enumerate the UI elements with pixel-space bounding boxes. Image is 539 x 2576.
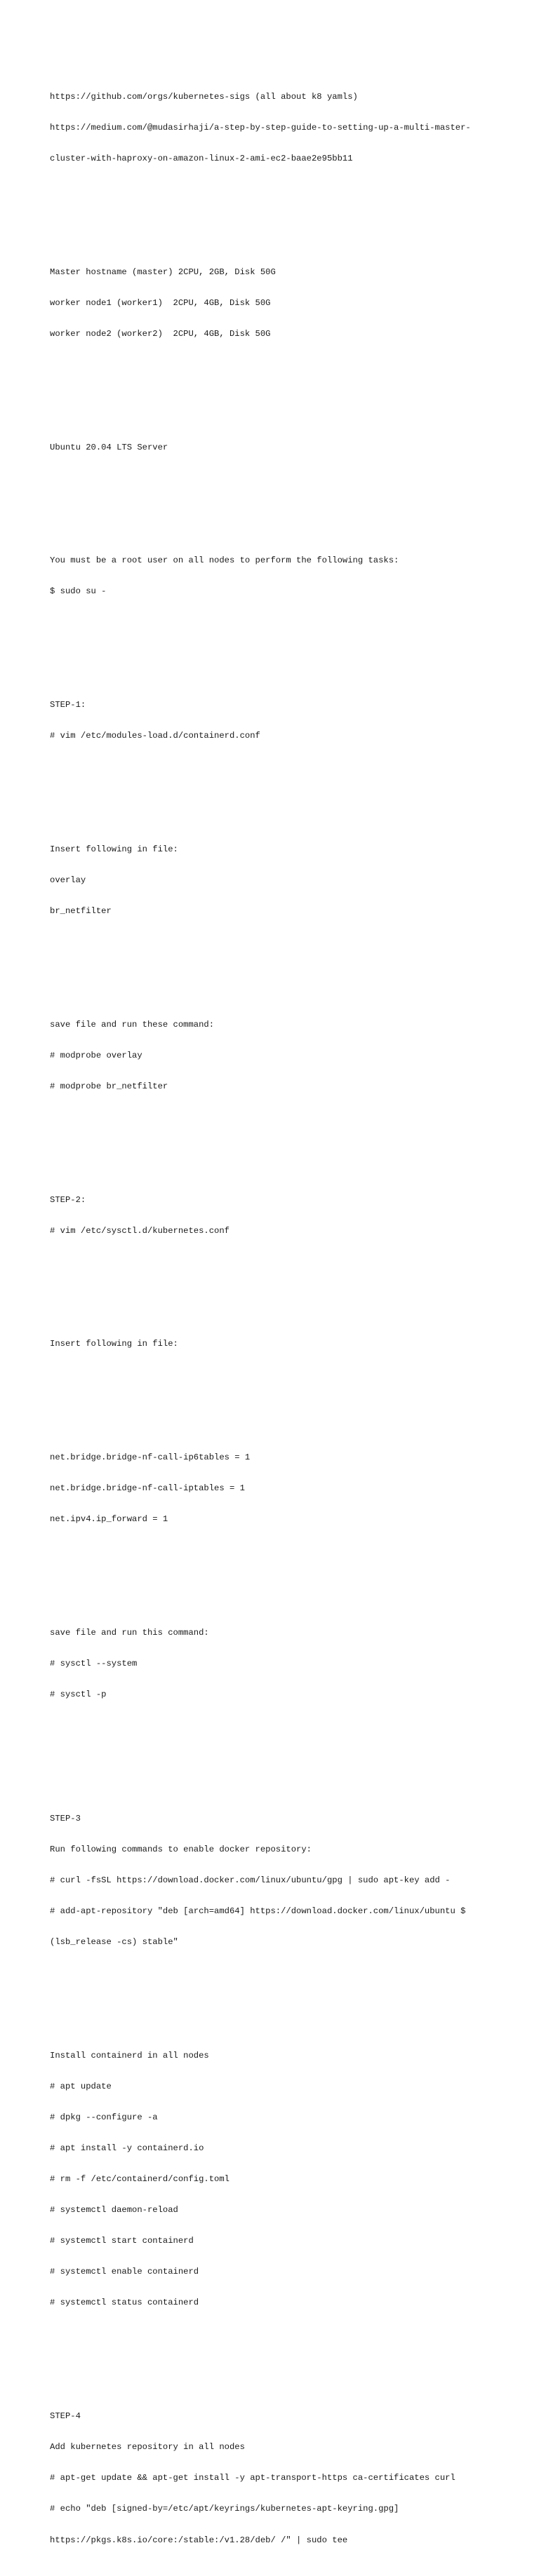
text-line: https://pkgs.k8s.io/core:/stable:/v1.28/deb/ /" | sudo tee [50,2535,348,2545]
blank-line [50,1391,513,1401]
blank-line [50,2349,513,2360]
text-line: # systemctl enable containerd [50,2267,199,2277]
document-body [50,50,513,2576]
blank-line [50,205,513,216]
block-sysctl-run [50,1607,513,1721]
text-line: # apt update [50,2081,112,2091]
block-step-4 [50,2391,513,2566]
text-line: br_netfilter [50,906,112,917]
block-hardware [50,246,513,360]
text-line: # apt-get update && apt-get install -y apt-transport-https ca-certificates curl [50,2473,455,2483]
text-line: You must be a root user on all nodes to perform the following tasks: [50,555,399,566]
step-heading: STEP-1: [50,700,86,710]
text-line: # sysctl -p [50,1690,107,1700]
text-line: # modprobe overlay [50,1050,142,1060]
text-line: Add kubernetes repository in all nodes [50,2442,245,2453]
block-insert-1 [50,823,513,937]
text-line: # sysctl --system [50,1659,138,1669]
text-line: # echo "deb [signed-by=/etc/apt/keyrings/kubernetes-apt-keyring.gpg] [50,2504,399,2514]
text-line: # systemctl daemon-reload [50,2205,178,2216]
block-containerd-install [50,2030,513,2328]
text-line: # dpkg --configure -a [50,2112,158,2122]
blank-line [50,1277,513,1288]
text-line: https://github.com/orgs/kubernetes-sigs (all about k8 yamls) [50,91,358,102]
text-line: Install containerd in all nodes [50,2050,209,2061]
step-heading: STEP-2: [50,1194,86,1205]
block-os [50,422,513,473]
text-line: net.bridge.bridge-nf-call-ip6tables = 1 [50,1452,251,1463]
text-line: # add-apt-repository "deb [arch=amd64] https://download.docker.com/linux/ubuntu $ [50,1906,466,1916]
text-line: # systemctl status containerd [50,2298,199,2308]
text-line: # modprobe br_netfilter [50,1081,168,1091]
text-line: worker node1 (worker1) 2CPU, 4GB, Disk 50G [50,297,271,308]
text-line: Insert following in file: [50,1339,178,1349]
block-sysctl-conf [50,1432,513,1546]
blank-line [50,1989,513,2000]
blank-line [50,1133,513,1143]
blank-line [50,783,513,793]
text-line: # systemctl start containerd [50,2236,194,2246]
block-links [50,71,513,184]
block-root-user [50,535,513,618]
text-line: cluster-with-haproxy-on-amazon-linux-2-ami-ec2-baae2e95bb11 [50,154,353,163]
text-line: $ sudo su - [50,586,107,597]
text-line: # vim /etc/modules-load.d/containerd.conf [50,731,260,741]
block-step-2 [50,1174,513,1257]
blank-line [50,380,513,391]
text-line: https://medium.com/@mudasirhaji/a-step-by-step-guide-to-setting-up-a-multi-master- [50,122,471,133]
block-step-1 [50,680,513,762]
text-line: (lsb_release -cs) stable" [50,1937,178,1948]
text-line: # vim /etc/sysctl.d/kubernetes.conf [50,1225,229,1236]
blank-line [50,1566,513,1577]
block-modprobe [50,999,513,1112]
step-heading: STEP-3 [50,1813,81,1823]
text-line: save file and run these command: [50,1019,215,1030]
text-line: Ubuntu 20.04 LTS Server [50,442,168,452]
step-heading: STEP-4 [50,2411,81,2422]
text-line: save file and run this command: [50,1628,209,1638]
blank-lines [50,1741,513,1762]
blank-line [50,958,513,969]
blank-line [50,494,513,504]
block-insert-2 [50,1319,513,1370]
text-line: worker node2 (worker2) 2CPU, 4GB, Disk 50G [50,328,271,339]
text-line: # rm -f /etc/containerd/config.toml [50,2174,229,2185]
text-line: # apt install -y containerd.io [50,2143,204,2154]
blank-line [50,638,513,649]
text-line: overlay [50,875,86,885]
text-line: net.bridge.bridge-nf-call-iptables = 1 [50,1483,245,1494]
text-line: Run following commands to enable docker repository: [50,1844,312,1854]
text-line: Insert following in file: [50,844,178,854]
block-step-3 [50,1793,513,1968]
text-line: Master hostname (master) 2CPU, 2GB, Disk 50G [50,267,276,277]
text-line: # curl -fsSL https://download.docker.com/linux/ubuntu/gpg | sudo apt-key add - [50,1875,451,1885]
text-line: net.ipv4.ip_forward = 1 [50,1514,168,1525]
